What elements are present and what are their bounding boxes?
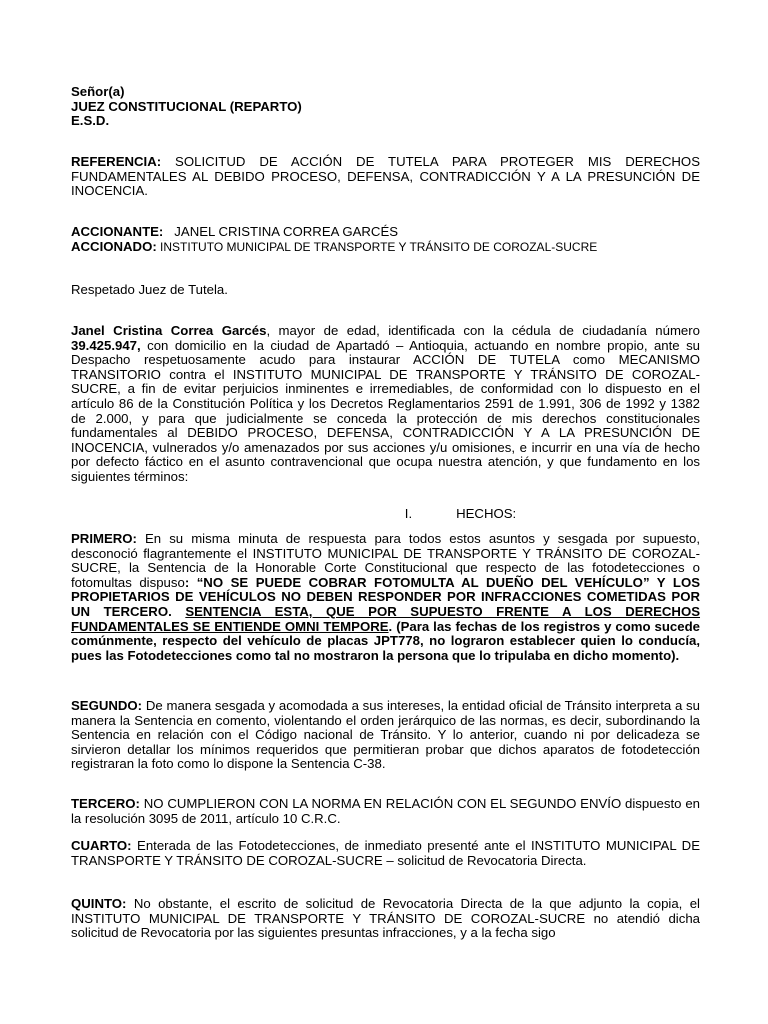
accionante-label: ACCIONANTE:: [71, 224, 164, 239]
primero-bold-quote: : “NO SE PUEDE COBRAR FOTOMULTA AL DUEÑO DEL VEHÍCULO” Y LOS PROPIETARIOS DE VEHÍCULOS NO DEBEN RESPONDER POR INFRACCIONES COMETIDAS POR UN TERCERO.: [71, 574, 700, 619]
addressee-esd: E.S.D.: [71, 113, 110, 129]
reference-paragraph: [71, 155, 700, 199]
reference-label: REFERENCIA:: [71, 154, 162, 169]
accionante-line: [71, 225, 700, 240]
section-numeral: I.: [404, 506, 413, 521]
accionante-value: JANEL CRISTINA CORREA GARCÉS: [163, 224, 399, 239]
parties-block: [71, 225, 700, 254]
fact-cuarto: [71, 839, 700, 868]
tercero-label: TERCERO:: [71, 796, 140, 811]
section-title: HECHOS:: [456, 506, 517, 521]
fact-segundo: [71, 699, 700, 772]
cuarto-label: CUARTO:: [71, 838, 132, 853]
addressee-judge: JUEZ CONSTITUCIONAL (REPARTO): [71, 98, 302, 114]
tercero-text: NO CUMPLIERON CON LA NORMA EN RELACIÓN CON EL SEGUNDO ENVÍO dispuesto en la resolución 3095 de 2011, artículo 10 C.R.C.: [71, 796, 700, 826]
fact-primero: [71, 532, 700, 663]
fact-quinto: [71, 897, 700, 941]
intro-text-1: , mayor de edad, identificada con la cédula de ciudadanía número: [266, 323, 700, 338]
id-number: 39.425.947,: [71, 337, 141, 353]
cuarto-text: Enterada de las Fotodetecciones, de inmediato presenté ante el INSTITUTO MUNICIPAL DE TRANSPORTE Y TRÁNSITO DE COROZAL-SUCRE – solicitud de Revocatoria Directa.: [71, 838, 700, 868]
primero-underlined: SENTENCIA ESTA, QUE POR SUPUESTO FRENTE A LOS DERECHOS FUNDAMENTALES SE ENTIENDE OMNI TEMPORE: [71, 603, 701, 634]
addressee-block: [71, 85, 700, 129]
addressee-title: Señor(a): [71, 84, 125, 99]
section-heading: [71, 507, 700, 522]
segundo-text: De manera sesgada y acomodada a sus intereses, la entidad oficial de Tránsito interpreta a su manera la Sentencia en comento, violentando el orden jerárquico de las normas, es decir, subordinando la Sentencia en relación con el Código nacional de Tránsito. Y lo anterior, cuando ni por delicadeza se sirvieron detallar los mínimos requeridos que permitieran probar que dichos aparatos de fotodetección registraran la foto como lo dispone la Sentencia C-38.: [71, 698, 700, 772]
primero-label: PRIMERO:: [71, 531, 137, 546]
reference-text: SOLICITUD DE ACCIÓN DE TUTELA PARA PROTEGER MIS DERECHOS FUNDAMENTALES AL DEBIDO PROCESO, DEFENSA, CONTRADICCIÓN Y A LA PRESUNCIÓN DE INOCENCIA.: [71, 154, 700, 199]
accionado-value: INSTITUTO MUNICIPAL DE TRANSPORTE Y TRÁNSITO DE COROZAL-SUCRE: [156, 239, 598, 254]
accionado-line: [71, 240, 700, 255]
intro-text-2: con domicilio en la ciudad de Apartadó – Antioquia, actuando en nombre propio, ante su Despacho respetuosamente acudo para instaurar ACCIÓN DE TUTELA como MECANISMO TRANSITORIO contra el INSTITUTO MUNICIPAL DE TRANSPORTE Y TRÁNSITO DE COROZAL-SUCRE, a fin de evitar perjuicios inminentes e irremediables, de conformidad con lo dispuesto en el artículo 86 de la Constitución Política y los Decretos Reglamentarios 2591 de 1.991, 306 de 1992 y 1382 de 2.000, y para que judicialmente se conceda la protección de mis derechos constitucionales fundamentales al DEBIDO PROCESO, DEFENSA, CONTRADICCIÓN Y A LA PRESUNCIÓN DE INOCENCIA, vulnerados y/o amenazados por sus acciones y/u omisiones, e incurrir en una vía de hecho por defecto fáctico en el asunto contravencional que ocupa nuestra atención, y que fundamento en los siguientes términos:: [71, 337, 700, 484]
petitioner-name: Janel Cristina Correa Garcés: [71, 323, 267, 338]
quinto-text: No obstante, el escrito de solicitud de Revocatoria Directa de la que adjunto la copia, el INSTITUTO MUNICIPAL DE TRANSPORTE Y TRÁNSITO DE COROZAL-SUCRE no atendió dicha solicitud de Revocatoria por las siguientes presuntas infracciones, y a la fecha sigo: [71, 896, 700, 941]
intro-paragraph: [71, 324, 700, 485]
segundo-label: SEGUNDO:: [71, 698, 143, 713]
greeting: Respetado Juez de Tutela.: [71, 282, 228, 297]
accionado-label: ACCIONADO:: [71, 238, 157, 254]
fact-tercero: [71, 797, 700, 826]
primero-bold-note: . (Para las fechas de los registros y como sucede comúnmente, respecto del vehículo de placas JPT778, no lograron establecer quien lo conducía, pues las Fotodetecciones como tal no mostraron la persona que lo tripulaba en dicho momento).: [71, 618, 700, 663]
primero-text: En su misma minuta de respuesta para todos estos asuntos y sesgada por supuesto, desconoció flagrantemente el INSTITUTO MUNICIPAL DE TRANSPORTE Y TRÁNSITO DE COROZAL-SUCRE, la Sentencia de la Honorable Corte Constitucional que respecto de las fotodetecciones o fotomultas dispuso: [71, 531, 700, 590]
quinto-label: QUINTO:: [71, 896, 127, 911]
